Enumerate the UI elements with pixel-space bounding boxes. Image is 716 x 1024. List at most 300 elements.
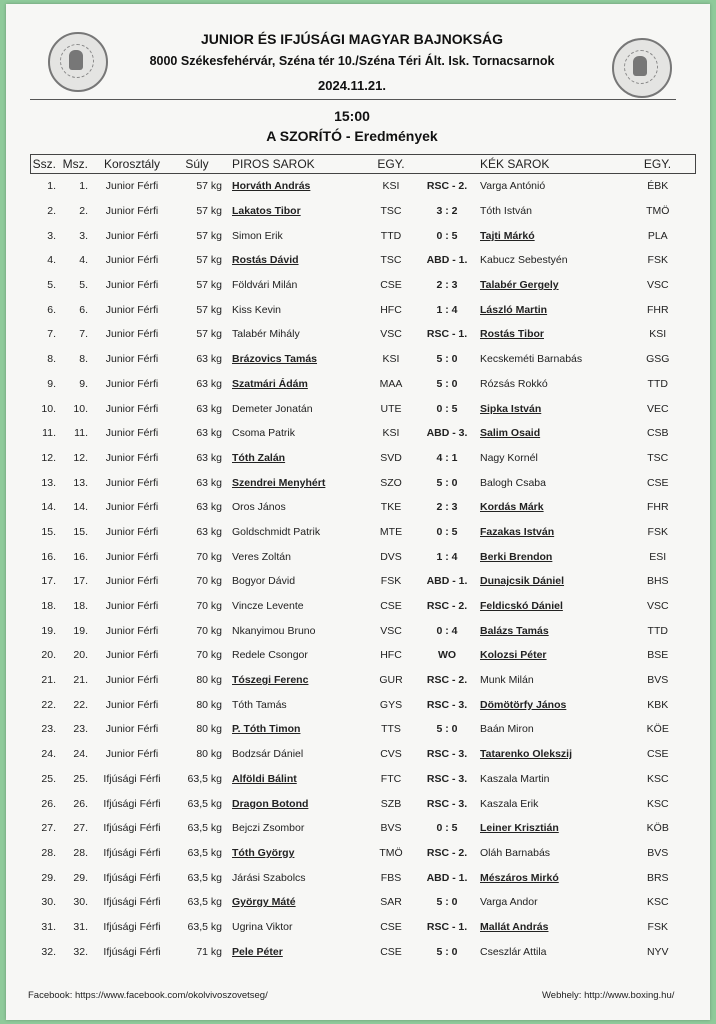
cell-red-boxer: Lakatos Tibor	[232, 205, 301, 218]
cell-korosztaly: Junior Férfi	[105, 254, 159, 267]
cell-blue-boxer: Rózsás Rokkó	[480, 377, 548, 390]
cell-msz: 21.	[73, 674, 88, 687]
cell-ssz: 22.	[41, 698, 56, 711]
table-row	[31, 890, 696, 915]
cell-red-club: KSI	[382, 180, 400, 193]
cell-result: ABD - 3.	[426, 427, 468, 440]
cell-red-club: TKE	[380, 501, 402, 514]
table-row	[31, 322, 696, 347]
table-row	[31, 446, 696, 471]
cell-ssz: 15.	[41, 525, 56, 538]
cell-korosztaly: Junior Férfi	[105, 649, 159, 662]
cell-blue-club: VSC	[646, 279, 669, 292]
cell-blue-boxer: Kaszala Martin	[480, 772, 550, 785]
cell-red-club: FTC	[380, 772, 402, 785]
table-row	[31, 939, 696, 964]
cell-red-boxer: Tószegi Ferenc	[232, 674, 309, 687]
cell-red-boxer: Vincze Levente	[232, 600, 304, 613]
divider	[30, 99, 676, 100]
col-result	[418, 155, 476, 174]
table-row	[31, 273, 696, 298]
cell-ssz: 13.	[41, 476, 56, 489]
cell-result: RSC - 2.	[426, 600, 468, 613]
cell-red-boxer: Szatmári Ádám	[232, 377, 308, 390]
cell-result: 4 : 1	[436, 451, 458, 464]
cell-suly: 57 kg	[196, 279, 222, 292]
table-header-row	[31, 155, 696, 174]
cell-red-boxer: Kiss Kevin	[232, 303, 282, 316]
cell-suly: 63 kg	[196, 451, 222, 464]
cell-msz: 10.	[73, 402, 88, 415]
cell-ssz: 6.	[47, 303, 56, 316]
table-row	[31, 767, 696, 792]
cell-korosztaly: Junior Férfi	[105, 624, 159, 637]
table-row	[31, 841, 696, 866]
cell-result: RSC - 1.	[426, 920, 468, 933]
cell-msz: 12.	[73, 451, 88, 464]
cell-msz: 25.	[73, 772, 88, 785]
cell-korosztaly: Ifjúsági Férfi	[103, 871, 161, 884]
cell-result: RSC - 2.	[426, 180, 468, 193]
table-row	[31, 791, 696, 816]
table-row	[31, 618, 696, 643]
cell-msz: 26.	[73, 797, 88, 810]
cell-red-club: KSI	[382, 353, 400, 366]
cell-red-club: SVD	[380, 451, 402, 464]
table-row	[31, 470, 696, 495]
cell-suly: 57 kg	[196, 205, 222, 218]
cell-red-club: TSC	[380, 254, 402, 267]
cell-red-club: CSE	[380, 279, 402, 292]
cell-korosztaly: Ifjúsági Férfi	[103, 846, 161, 859]
cell-ssz: 25.	[41, 772, 56, 785]
cell-blue-club: CSB	[646, 427, 669, 440]
cell-ssz: 11.	[42, 427, 56, 440]
website-link[interactable]: Webhely: http://www.boxing.hu/	[542, 990, 675, 1001]
cell-result: RSC - 3.	[426, 797, 468, 810]
cell-korosztaly: Junior Férfi	[105, 303, 159, 316]
cell-msz: 14.	[73, 501, 88, 514]
cell-blue-boxer: Kordás Márk	[480, 501, 544, 514]
cell-red-club: TTD	[380, 229, 402, 242]
cell-result: RSC - 2.	[426, 674, 468, 687]
table-row	[31, 717, 696, 742]
cell-msz: 17.	[73, 575, 88, 588]
cell-red-boxer: György Máté	[232, 896, 296, 909]
cell-korosztaly: Junior Férfi	[105, 180, 159, 193]
cell-ssz: 5.	[47, 279, 56, 292]
cell-result: 0 : 5	[436, 229, 458, 242]
cell-blue-boxer: Dömötörfy János	[480, 698, 567, 711]
cell-ssz: 30.	[41, 896, 56, 909]
cell-red-boxer: Tóth Zalán	[232, 451, 286, 464]
col-piros-sarok: PIROS SAROK	[232, 155, 364, 174]
cell-suly: 57 kg	[196, 180, 222, 193]
cell-korosztaly: Junior Férfi	[105, 328, 159, 341]
cell-msz: 29.	[73, 871, 88, 884]
cell-blue-boxer: Baán Miron	[480, 723, 534, 736]
cell-blue-club: PLA	[647, 229, 668, 242]
cell-korosztaly: Junior Férfi	[105, 476, 159, 489]
cell-suly: 63,5 kg	[187, 846, 222, 859]
cell-blue-boxer: Kolozsi Péter	[480, 649, 547, 662]
cell-result: RSC - 2.	[426, 846, 468, 859]
table-row	[31, 372, 696, 397]
cell-result: 2 : 3	[436, 501, 458, 514]
cell-red-boxer: Redele Csongor	[232, 649, 308, 662]
table-row	[31, 495, 696, 520]
cell-blue-club: KBK	[647, 698, 669, 711]
cell-msz: 3.	[79, 229, 88, 242]
cell-red-club: VSC	[380, 624, 402, 637]
cell-blue-club: FSK	[647, 254, 668, 267]
cell-result: 0 : 4	[436, 624, 458, 637]
cell-ssz: 28.	[41, 846, 56, 859]
federation-logo-icon	[612, 38, 672, 98]
cell-red-boxer: Dragon Botond	[232, 797, 309, 810]
cell-blue-boxer: Varga Andor	[480, 896, 538, 909]
cell-msz: 7.	[79, 328, 88, 341]
cell-msz: 28.	[73, 846, 88, 859]
cell-suly: 63 kg	[196, 427, 222, 440]
cell-suly: 70 kg	[196, 624, 222, 637]
cell-ssz: 20.	[41, 649, 56, 662]
cell-red-boxer: P. Tóth Timon	[232, 723, 301, 736]
cell-blue-boxer: Kecskeméti Barnabás	[480, 353, 583, 366]
cell-msz: 16.	[73, 550, 88, 563]
cell-msz: 23.	[73, 723, 88, 736]
facebook-link[interactable]: Facebook: https://www.facebook.com/okolvivoszovetseg/	[28, 990, 268, 1001]
cell-msz: 22.	[73, 698, 88, 711]
cell-red-boxer: Járási Szabolcs	[232, 871, 306, 884]
cell-msz: 32.	[73, 945, 88, 958]
cell-msz: 30.	[73, 896, 88, 909]
cell-suly: 63,5 kg	[187, 797, 222, 810]
cell-korosztaly: Ifjúsági Férfi	[103, 797, 161, 810]
page-subtitle: A SZORÍTÓ - Eredmények	[266, 128, 438, 144]
cell-blue-club: TSC	[647, 451, 669, 464]
session-time: 15:00	[334, 108, 370, 124]
col-kek-sarok: KÉK SAROK	[476, 155, 620, 174]
cell-blue-club: BVS	[647, 674, 669, 687]
cell-ssz: 19.	[41, 624, 56, 637]
table-row	[31, 421, 696, 446]
cell-blue-club: KSC	[646, 772, 669, 785]
cell-msz: 2.	[79, 205, 88, 218]
cell-red-club: TTS	[381, 723, 401, 736]
cell-msz: 1.	[79, 180, 88, 193]
cell-suly: 63 kg	[196, 377, 222, 390]
cell-red-club: SZO	[380, 476, 402, 489]
cell-suly: 63 kg	[196, 501, 222, 514]
cell-blue-boxer: Tóth István	[480, 205, 532, 218]
table-row	[31, 865, 696, 890]
cell-suly: 63 kg	[196, 353, 222, 366]
cell-blue-boxer: Tatarenko Olekszij	[480, 748, 573, 761]
cell-korosztaly: Junior Férfi	[105, 748, 159, 761]
table-row	[31, 816, 696, 841]
cell-result: 5 : 0	[436, 723, 458, 736]
cell-blue-club: VEC	[646, 402, 669, 415]
cell-red-boxer: Horváth András	[232, 180, 311, 193]
table-row	[31, 668, 696, 693]
cell-blue-club: BVS	[647, 846, 669, 859]
table-row	[31, 520, 696, 545]
cell-msz: 18.	[73, 600, 88, 613]
table-row	[31, 742, 696, 767]
cell-blue-club: GSG	[646, 353, 670, 366]
cell-ssz: 32.	[41, 945, 56, 958]
cell-result: 0 : 5	[436, 525, 458, 538]
cell-ssz: 8.	[47, 353, 56, 366]
table-row	[31, 223, 696, 248]
cell-blue-boxer: Salim Osaid	[480, 427, 541, 440]
table-row	[31, 544, 696, 569]
cell-suly: 70 kg	[196, 600, 222, 613]
cell-suly: 63 kg	[196, 476, 222, 489]
cell-result: 3 : 2	[436, 205, 458, 218]
cell-result: ABD - 1.	[426, 254, 468, 267]
cell-blue-boxer: Dunajcsik Dániel	[480, 575, 565, 588]
table-row	[31, 569, 696, 594]
cell-msz: 13.	[73, 476, 88, 489]
cell-suly: 63,5 kg	[187, 822, 222, 835]
cell-red-club: CSE	[380, 600, 402, 613]
cell-msz: 24.	[73, 748, 88, 761]
cell-blue-club: NYV	[646, 945, 669, 958]
cell-result: 1 : 4	[436, 303, 458, 316]
cell-korosztaly: Ifjúsági Férfi	[103, 945, 161, 958]
cell-blue-boxer: Balázs Tamás	[480, 624, 549, 637]
cell-blue-club: FHR	[646, 303, 669, 316]
cell-korosztaly: Junior Férfi	[105, 575, 159, 588]
cell-red-boxer: Pele Péter	[232, 945, 283, 958]
cell-ssz: 1.	[47, 180, 56, 193]
cell-ssz: 18.	[41, 600, 56, 613]
cell-ssz: 31.	[41, 920, 56, 933]
cell-red-club: KSI	[382, 427, 400, 440]
cell-blue-club: FSK	[647, 920, 668, 933]
venue-address: 8000 Székesfehérvár, Széna tér 10./Széna Téri Ált. Isk. Tornacsarnok	[149, 54, 555, 68]
cell-ssz: 14.	[41, 501, 56, 514]
cell-suly: 63,5 kg	[187, 920, 222, 933]
cell-result: 0 : 5	[436, 822, 458, 835]
cell-red-boxer: Oros János	[232, 501, 286, 514]
cell-red-boxer: Alföldi Bálint	[232, 772, 297, 785]
cell-red-club: FSK	[380, 575, 402, 588]
cell-red-club: DVS	[380, 550, 402, 563]
cell-result: 0 : 5	[436, 402, 458, 415]
table-row	[31, 692, 696, 717]
cell-result: 5 : 0	[436, 945, 458, 958]
cell-red-boxer: Simon Erik	[232, 229, 283, 242]
federation-logo-icon	[48, 32, 108, 92]
cell-suly: 57 kg	[196, 254, 222, 267]
cell-result: 5 : 0	[436, 377, 458, 390]
cell-red-club: CSE	[380, 945, 402, 958]
cell-msz: 5.	[79, 279, 88, 292]
table-row	[31, 594, 696, 619]
cell-red-club: GYS	[379, 698, 403, 711]
table-row	[31, 396, 696, 421]
cell-ssz: 9.	[47, 377, 56, 390]
cell-blue-boxer: Oláh Barnabás	[480, 846, 551, 859]
cell-suly: 63,5 kg	[187, 772, 222, 785]
cell-blue-boxer: Balogh Csaba	[480, 476, 546, 489]
cell-red-boxer: Bodzsár Dániel	[232, 748, 304, 761]
cell-suly: 63 kg	[196, 402, 222, 415]
cell-blue-club: KÖE	[646, 723, 669, 736]
cell-blue-boxer: Leiner Krisztián	[480, 822, 559, 835]
cell-blue-boxer: Kaszala Erik	[480, 797, 539, 810]
cell-ssz: 17.	[41, 575, 56, 588]
cell-suly: 80 kg	[196, 674, 222, 687]
cell-korosztaly: Ifjúsági Férfi	[103, 772, 161, 785]
cell-suly: 80 kg	[196, 723, 222, 736]
cell-red-club: CSE	[380, 920, 402, 933]
cell-suly: 63 kg	[196, 525, 222, 538]
cell-msz: 27.	[73, 822, 88, 835]
cell-suly: 57 kg	[196, 303, 222, 316]
cell-msz: 15.	[73, 525, 88, 538]
cell-red-club: BVS	[380, 822, 402, 835]
cell-red-club: FBS	[380, 871, 402, 884]
cell-blue-club: TTD	[647, 624, 668, 637]
cell-suly: 63,5 kg	[187, 896, 222, 909]
cell-red-boxer: Rostás Dávid	[232, 254, 299, 267]
cell-korosztaly: Junior Férfi	[105, 723, 159, 736]
cell-red-boxer: Demeter Jonatán	[232, 402, 313, 415]
cell-suly: 70 kg	[196, 550, 222, 563]
cell-red-boxer: Csoma Patrik	[232, 427, 296, 440]
cell-msz: 8.	[79, 353, 88, 366]
cell-red-boxer: Talabér Mihály	[232, 328, 300, 341]
cell-msz: 31.	[73, 920, 88, 933]
cell-red-boxer: Földvári Milán	[232, 279, 298, 292]
cell-suly: 57 kg	[196, 328, 222, 341]
cell-result: RSC - 1.	[426, 328, 468, 341]
cell-red-club: TSC	[380, 205, 402, 218]
col-suly: Súly	[172, 155, 232, 174]
cell-blue-club: ESI	[649, 550, 667, 563]
cell-msz: 4.	[79, 254, 88, 267]
table-row	[31, 174, 696, 199]
cell-red-boxer: Goldschmidt Patrik	[232, 525, 321, 538]
cell-korosztaly: Junior Férfi	[105, 698, 159, 711]
cell-blue-club: VSC	[646, 600, 669, 613]
cell-blue-boxer: Nagy Kornél	[480, 451, 538, 464]
cell-ssz: 24.	[41, 748, 56, 761]
cell-msz: 6.	[79, 303, 88, 316]
cell-red-boxer: Veres Zoltán	[232, 550, 291, 563]
cell-korosztaly: Junior Férfi	[105, 550, 159, 563]
cell-korosztaly: Junior Férfi	[105, 525, 159, 538]
cell-red-boxer: Bejczi Zsombor	[232, 822, 305, 835]
cell-blue-club: KSI	[649, 328, 667, 341]
col-msz: Msz.	[56, 155, 92, 174]
championship-title: JUNIOR ÉS IFJÚSÁGI MAGYAR BAJNOKSÁG	[200, 31, 504, 47]
table-row	[31, 199, 696, 224]
cell-korosztaly: Junior Férfi	[105, 205, 159, 218]
cell-korosztaly: Junior Férfi	[105, 353, 159, 366]
cell-red-club: SZB	[380, 797, 402, 810]
cell-suly: 63,5 kg	[187, 871, 222, 884]
col-egy-blue: EGY.	[620, 155, 696, 174]
cell-blue-club: ÉBK	[647, 180, 669, 193]
cell-blue-boxer: Berki Brendon	[480, 550, 553, 563]
cell-result: RSC - 3.	[426, 748, 468, 761]
cell-blue-boxer: Munk Milán	[480, 674, 534, 687]
cell-red-boxer: Ugrina Viktor	[232, 920, 293, 933]
table-body	[31, 174, 696, 965]
cell-red-boxer: Bogyor Dávid	[232, 575, 296, 588]
cell-result: RSC - 3.	[426, 772, 468, 785]
cell-suly: 71 kg	[196, 945, 222, 958]
cell-blue-boxer: Varga Antónió	[480, 180, 546, 193]
cell-korosztaly: Junior Férfi	[105, 402, 159, 415]
table-row	[31, 643, 696, 668]
cell-blue-boxer: Rostás Tibor	[480, 328, 544, 341]
cell-blue-boxer: Kabucz Sebestyén	[480, 254, 568, 267]
cell-korosztaly: Junior Férfi	[105, 600, 159, 613]
cell-red-boxer: Brázovics Tamás	[232, 353, 318, 366]
cell-red-boxer: Szendrei Menyhért	[232, 476, 326, 489]
cell-result: WO	[437, 649, 457, 662]
table-row	[31, 297, 696, 322]
cell-blue-club: TMÖ	[646, 205, 670, 218]
cell-blue-club: KSC	[646, 797, 669, 810]
cell-blue-club: FSK	[647, 525, 668, 538]
cell-korosztaly: Ifjúsági Férfi	[103, 896, 161, 909]
table-row	[31, 347, 696, 372]
cell-red-club: UTE	[380, 402, 402, 415]
cell-result: RSC - 3.	[426, 698, 468, 711]
cell-result: 5 : 0	[436, 353, 458, 366]
cell-red-boxer: Nkanyimou Bruno	[232, 624, 316, 637]
cell-suly: 80 kg	[196, 748, 222, 761]
cell-korosztaly: Junior Férfi	[105, 451, 159, 464]
col-korosztaly: Korosztály	[92, 155, 172, 174]
cell-red-club: MAA	[379, 377, 403, 390]
cell-korosztaly: Junior Férfi	[105, 279, 159, 292]
cell-red-boxer: Tóth György	[232, 846, 295, 859]
cell-msz: 9.	[79, 377, 88, 390]
cell-ssz: 23.	[41, 723, 56, 736]
cell-blue-boxer: László Martin	[480, 303, 548, 316]
cell-red-club: MTE	[379, 525, 403, 538]
cell-blue-boxer: Fazakas István	[480, 525, 555, 538]
cell-blue-boxer: Mészáros Mirkó	[480, 871, 559, 884]
cell-result: 5 : 0	[436, 896, 458, 909]
cell-msz: 20.	[73, 649, 88, 662]
cell-ssz: 4.	[47, 254, 56, 267]
event-date: 2024.11.21.	[318, 78, 386, 93]
cell-blue-club: KÖB	[646, 822, 669, 835]
cell-msz: 19.	[73, 624, 88, 637]
cell-blue-club: BHS	[646, 575, 669, 588]
cell-suly: 70 kg	[196, 575, 222, 588]
cell-red-club: GUR	[379, 674, 403, 687]
cell-blue-club: KSC	[646, 896, 669, 909]
cell-blue-club: TTD	[647, 377, 668, 390]
cell-ssz: 16.	[41, 550, 56, 563]
cell-blue-boxer: Sipka István	[480, 402, 542, 415]
cell-ssz: 7.	[47, 328, 56, 341]
cell-blue-club: FHR	[646, 501, 669, 514]
cell-korosztaly: Ifjúsági Férfi	[103, 920, 161, 933]
cell-blue-boxer: Mallát András	[480, 920, 549, 933]
cell-result: 5 : 0	[436, 476, 458, 489]
